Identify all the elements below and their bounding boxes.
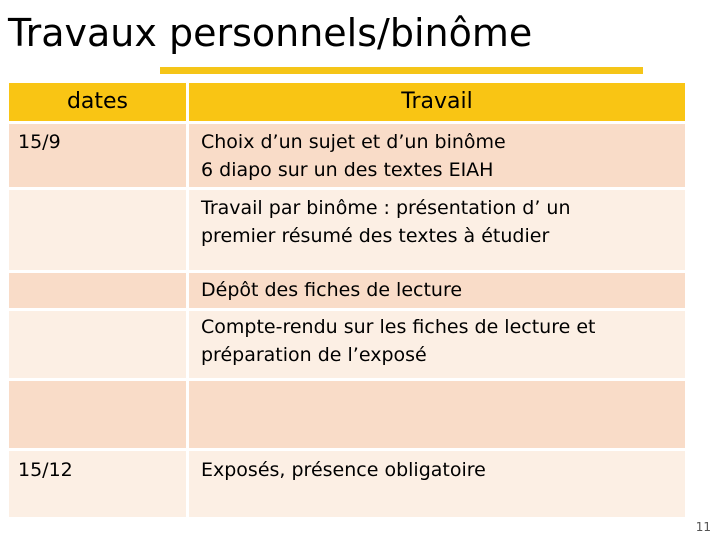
date-cell <box>9 273 189 311</box>
table-row <box>9 381 685 451</box>
schedule-table <box>9 83 685 520</box>
date-cell <box>9 190 189 273</box>
date-cell <box>9 311 189 381</box>
table-row <box>9 451 685 520</box>
work-cell <box>189 381 685 451</box>
column-header-travail: Travail <box>189 83 685 124</box>
title-underline <box>160 67 643 74</box>
work-line: préparation de l’exposé <box>201 344 427 366</box>
date-cell <box>9 381 189 451</box>
work-cell <box>189 124 685 190</box>
slide-title: Travaux personnels/binôme <box>8 11 533 55</box>
work-cell <box>189 190 685 273</box>
page-number: 11 <box>695 520 711 534</box>
table-row <box>9 311 685 381</box>
date-cell: 15/9 <box>9 124 189 190</box>
work-cell <box>189 451 685 520</box>
date-cell: 15/12 <box>9 451 189 520</box>
work-line: Travail par binôme : présentation d’ un <box>201 197 571 219</box>
work-line: Compte-rendu sur les fiches de lecture et <box>201 316 596 338</box>
table-row <box>9 273 685 311</box>
work-line: Dépôt des fiches de lecture <box>201 279 463 301</box>
work-cell <box>189 311 685 381</box>
work-line: 6 diapo sur un des textes EIAH <box>201 159 494 181</box>
column-header-dates: dates <box>9 83 189 124</box>
table-row <box>9 124 685 190</box>
work-line: Exposés, présence obligatoire <box>201 459 486 481</box>
work-cell <box>189 273 685 311</box>
work-line: Choix d’un sujet et d’un binôme <box>201 131 506 153</box>
table-row <box>9 190 685 273</box>
work-line: premier résumé des textes à étudier <box>201 225 550 247</box>
table-header-row <box>9 83 685 124</box>
